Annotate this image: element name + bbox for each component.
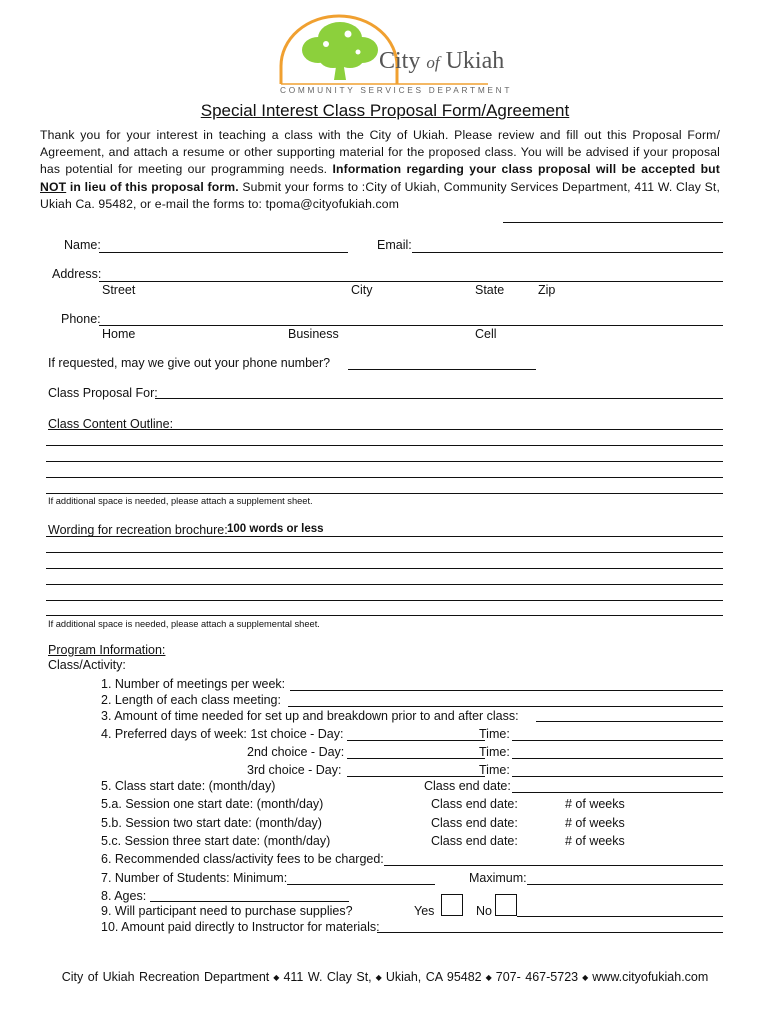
diamond-icon: ◆ [375,973,382,983]
brochure-wording-label: Wording for recreation brochure: [48,523,228,537]
meetings-per-week-field[interactable] [290,690,723,691]
session-one-end-label: Class end date: [431,797,518,811]
diamond-icon: ◆ [582,973,589,983]
footer-phone: 707- 467-5723 [495,970,579,984]
brochure-line[interactable] [46,600,723,601]
materials-paid-field[interactable] [377,932,723,933]
second-choice-day-field[interactable] [347,758,485,759]
footer-web[interactable]: www.cityofukiah.com [592,970,709,984]
phone-permission-field[interactable] [348,369,536,370]
supplemental-note: If additional space is needed, please attach a supplemental sheet. [48,619,320,629]
footer-address: 411 W. Clay St, [283,970,372,984]
fees-field[interactable] [384,865,723,866]
address-field[interactable] [99,281,723,282]
max-students-label: Maximum: [469,871,527,885]
content-outline-label: Class Content Outline: [48,417,174,431]
name-field[interactable] [99,252,348,253]
phone-field[interactable] [99,325,723,326]
meeting-length-field[interactable] [288,706,723,707]
footer-dept: City of Ukiah Recreation Department [61,970,270,984]
diamond-icon: ◆ [485,973,492,983]
class-start-label: 5. Class start date: (month/day) [101,779,276,793]
second-choice-time-field[interactable] [512,758,723,759]
class-activity-label: Class/Activity: [48,658,126,672]
street-label: Street [102,283,136,297]
session-one-start-label: 5.a. Session one start date: (month/day) [101,797,324,811]
fees-label: 6. Recommended class/activity fees to be charged: [101,852,384,866]
second-choice-time-label: Time: [479,745,510,759]
brochure-line[interactable] [46,552,723,553]
first-choice-time-label: Time: [479,727,510,741]
setup-time-label: 3. Amount of time needed for set up and breakdown prior to and after class: [101,709,519,723]
setup-time-field[interactable] [536,721,723,722]
phone-permission-label: If requested, may we give out your phone number? [48,356,331,370]
state-label: State [475,283,505,297]
footer [0,970,770,984]
brochure-line[interactable] [46,584,723,585]
session-three-start-label: 5.c. Session three start date: (month/day) [101,834,331,848]
outline-line[interactable] [46,493,723,494]
session-two-start-label: 5.b. Session two start date: (month/day) [101,816,322,830]
outline-line[interactable] [46,477,723,478]
cell-label: Cell [475,327,497,341]
brochure-line[interactable] [46,615,723,616]
logo-subtitle: COMMUNITY SERVICES DEPARTMENT [280,85,513,95]
class-end-label: Class end date: [424,779,511,793]
third-choice-time-label: Time: [479,763,510,777]
program-heading: Program Information: [48,643,166,657]
third-choice-time-field[interactable] [512,776,723,777]
city-logo [278,14,513,96]
session-two-end-label: Class end date: [431,816,518,830]
logo-name: City of Ukiah [379,48,505,74]
first-choice-time-field[interactable] [512,740,723,741]
session-three-weeks-label: # of weeks [565,834,625,848]
brochure-line[interactable] [46,536,723,537]
meeting-length-label: 2. Length of each class meeting: [101,693,281,707]
max-students-field[interactable] [527,884,723,885]
intro-paragraph: Thank you for your interest in teaching a class with the City of Ukiah. Please review and fill out this Proposal Form/ Agreement, and attach a resume or other supporting material for the proposed class. You will be advised if your proposal has potential for meeting our programming needs. Information regarding your class proposal will be accepted but NOT in lieu of this proposal form. Submit your forms to :City of Ukiah, Community Services Department, 411 W. Clay St, Ukiah Ca. 95482, or e-mail the forms to: tpoma@cityofukiah.com [40,128,720,211]
second-choice-day-label: 2nd choice - Day: [247,745,345,759]
outline-line[interactable] [46,461,723,462]
ages-field[interactable] [150,901,349,902]
supplies-no-label: No [476,904,492,918]
first-choice-day-field[interactable] [347,740,485,741]
meetings-per-week-label: 1. Number of meetings per week: [101,677,286,691]
session-two-weeks-label: # of weeks [565,816,625,830]
class-proposal-label: Class Proposal For: [48,386,158,400]
supplies-no-checkbox[interactable] [495,894,517,916]
session-one-weeks-label: # of weeks [565,797,625,811]
footer-city: Ukiah, CA 95482 [385,970,482,984]
email-field[interactable] [412,252,723,253]
third-choice-day-label: 3rd choice - Day: [247,763,342,777]
diamond-icon: ◆ [273,973,280,983]
brochure-line[interactable] [46,568,723,569]
outline-line[interactable] [48,429,723,430]
class-end-field[interactable] [512,792,723,793]
supplies-yes-label: Yes [414,904,435,918]
phone-label: Phone: [61,312,101,326]
business-label: Business [288,327,339,341]
name-label: Name: [64,238,101,252]
city-label: City [351,283,373,297]
address-label: Address: [52,267,102,281]
first-choice-day-label: 4. Preferred days of week: 1st choice - Day: [101,727,344,741]
min-students-label: 7. Number of Students: Minimum: [101,871,288,885]
third-choice-day-field[interactable] [347,776,485,777]
class-proposal-field[interactable] [155,398,723,399]
signature-line[interactable] [503,222,723,223]
email-label: Email: [377,238,412,252]
zip-label: Zip [538,283,556,297]
home-label: Home [102,327,136,341]
min-students-field[interactable] [287,884,435,885]
session-three-end-label: Class end date: [431,834,518,848]
supplies-yes-checkbox[interactable] [441,894,463,916]
form-title: Special Interest Class Proposal Form/Agreement [200,101,570,120]
supplies-label: 9. Will participant need to purchase supplies? [101,904,353,918]
supplies-field[interactable] [517,916,723,917]
word-limit: 100 words or less [227,523,324,535]
materials-paid-label: 10. Amount paid directly to Instructor for materials: [101,920,380,934]
ages-label: 8. Ages: [101,889,147,903]
outline-line[interactable] [46,445,723,446]
supplement-note: If additional space is needed, please attach a supplement sheet. [48,496,313,506]
